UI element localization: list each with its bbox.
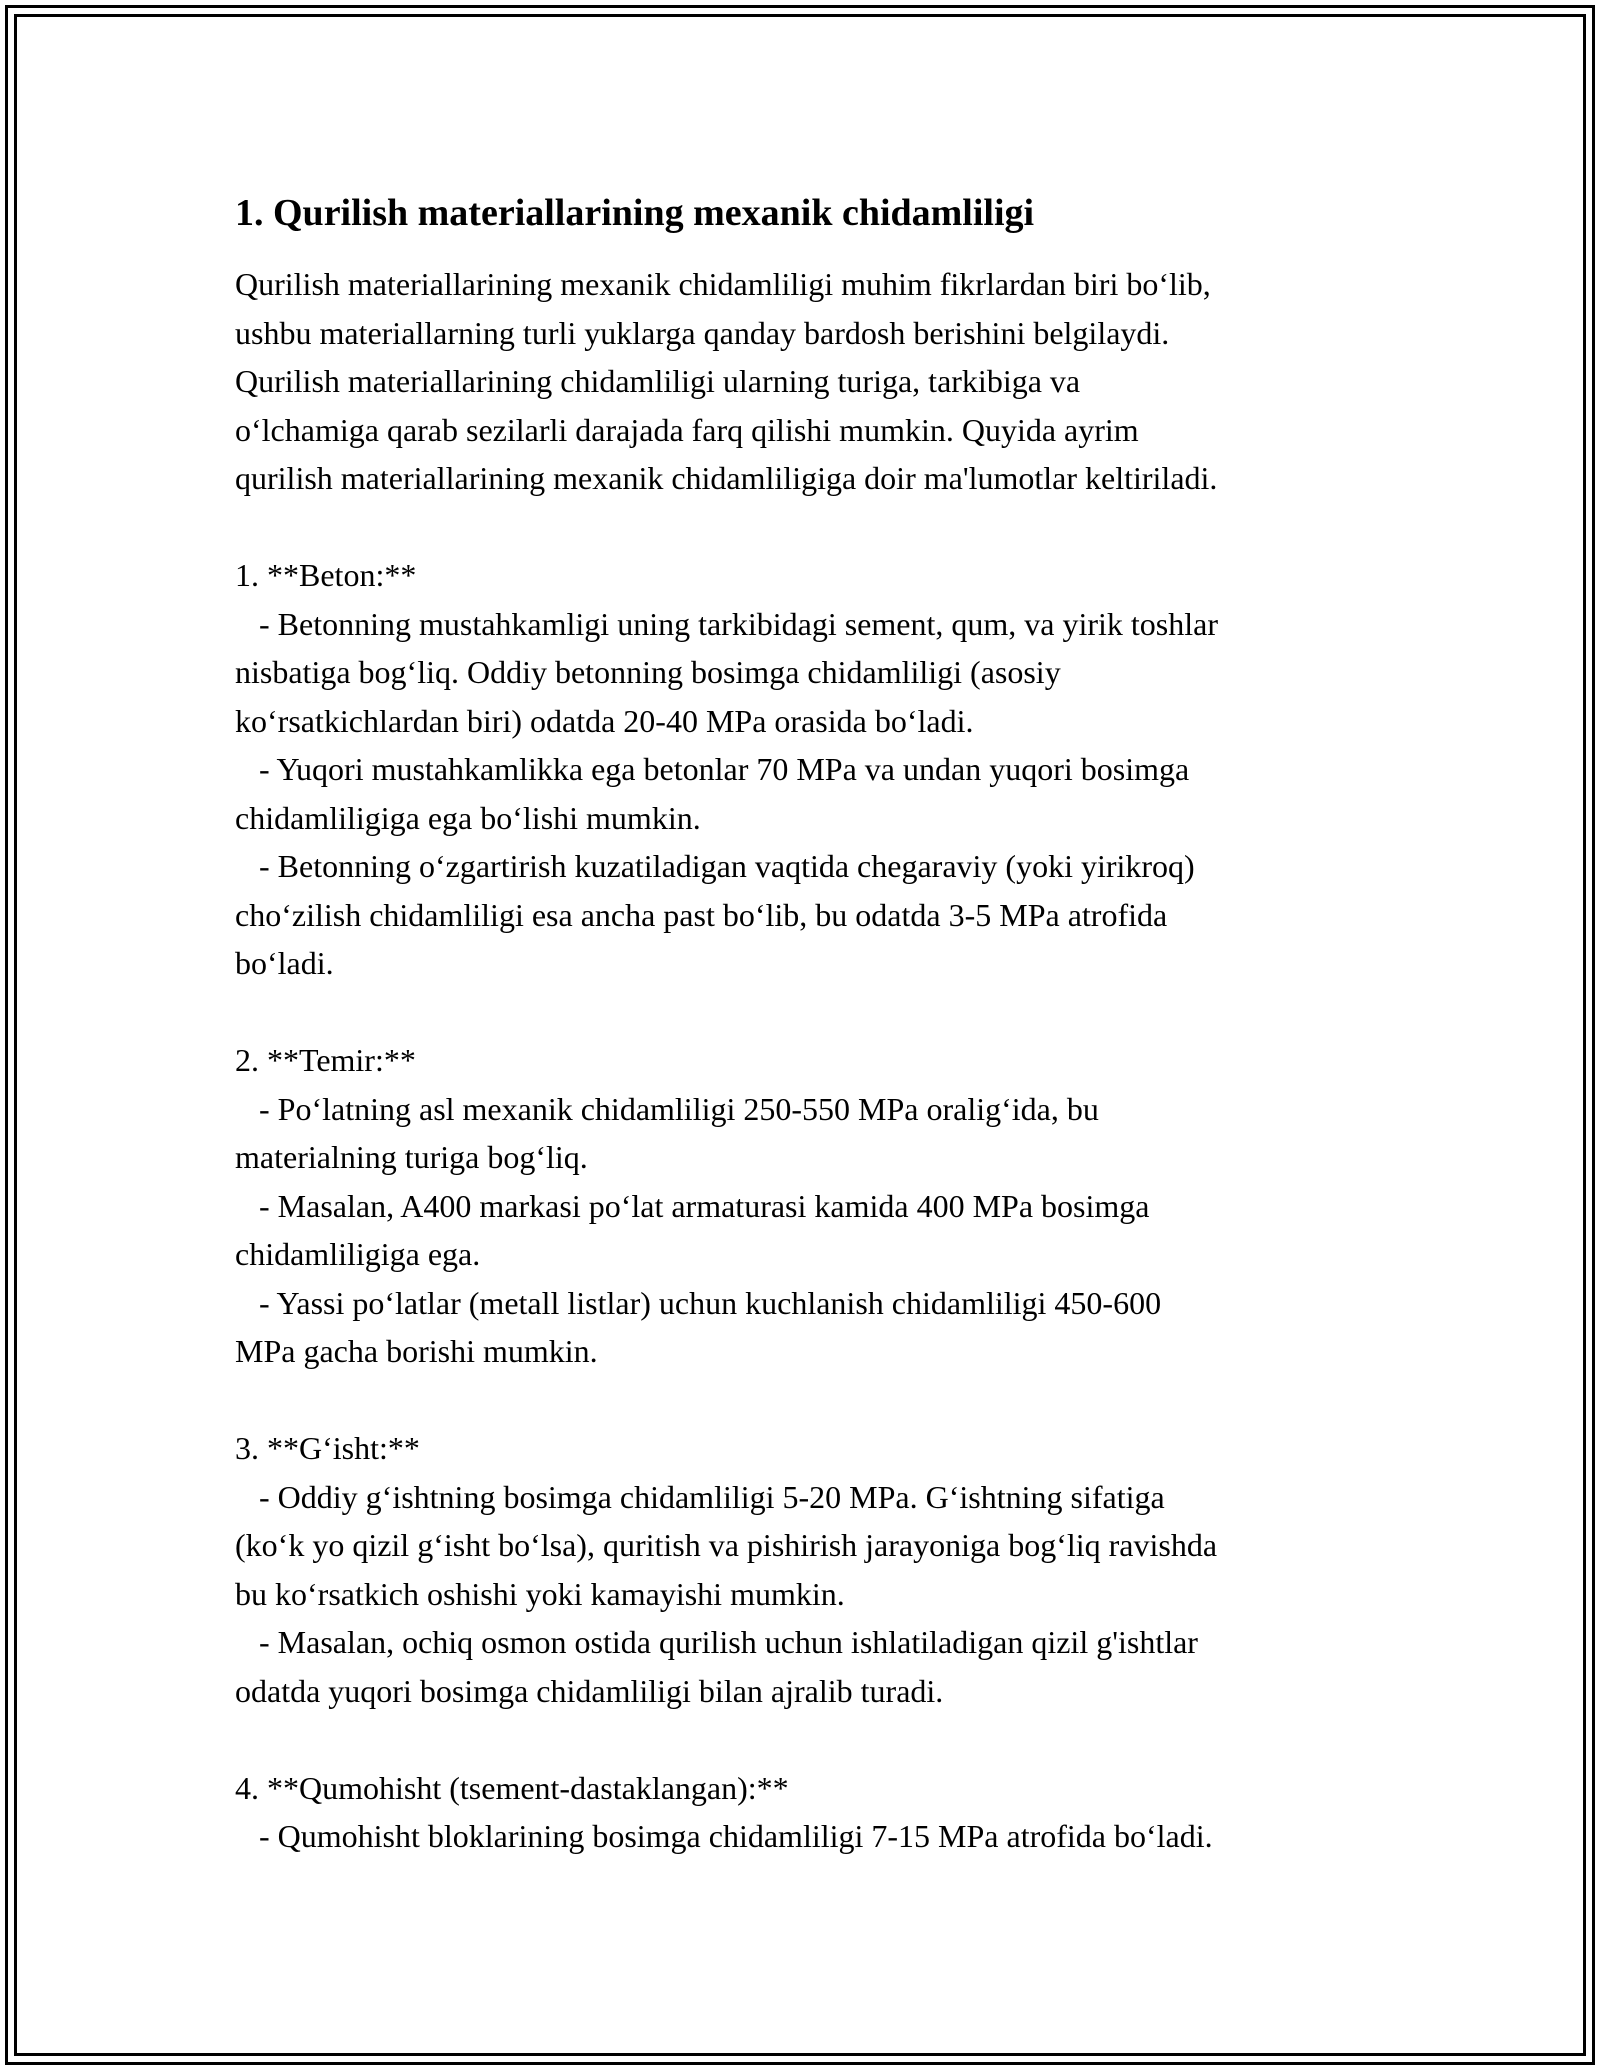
section-temir: 2. **Temir:** - Po‘latning asl mexanik chidamliligi 250-550 MPa oralig‘ida, bu materialning turiga bog‘liq. - Masalan, A400 markasi po‘lat armaturasi kamida 400 MPa bosimga chidamliligiga ega. - Yassi po‘latlar (metall listlar) uchun kuchlanish chidamliligi 450-600 MPa gacha borishi mumkin. [235, 1042, 1162, 1369]
section-qumohisht: 4. **Qumohisht (tsement-dastaklangan):** - Qumohisht bloklarining bosimga chidamliligi 7-15 MPa atrofida bo‘ladi. [235, 1769, 1213, 1854]
intro-paragraph: Qurilish materiallarining mexanik chidamliligi muhim fikrlardan biri bo‘lib, ushbu materiallarning turli yuklarga qanday bardosh berishini belgilaydi. Qurilish materiallarining chidamliligi ularning turiga, tarkibiga va o‘lchamiga qarab sezilarli darajada farq qilishi mumkin. Quyida ayrim qurilish materiallarining mexanik chidamliligiga doir ma'lumotlar keltiriladi. [235, 266, 1218, 496]
document-page [235, 186, 1400, 1861]
document-title: 1. Qurilish materiallarining mexanik chidamliligi [235, 192, 1035, 234]
section-gisht: 3. **G‘isht:** - Oddiy g‘ishtning bosimga chidamliligi 5-20 MPa. G‘ishtning sifatiga (ko‘k yo qizil g‘isht bo‘lsa), quritish va pishirish jarayoniga bog‘liq ravishda bu ko‘rsatkich oshishi yoki kamayishi mumkin. - Masalan, ochiq osmon ostida qurilish uchun ishlatiladigan qizil g'ishtlar odatda yuqori bosimga chidamliligi bilan ajralib turadi. [235, 1430, 1218, 1709]
section-beton: 1. **Beton:** - Betonning mustahkamligi uning tarkibidagi sement, qum, va yirik toshlar nisbatiga bog‘liq. Oddiy betonning bosimga chidamliligi (asosiy ko‘rsatkichlardan biri) odatda 20-40 MPa orasida bo‘ladi. - Yuqori mustahkamlikka ega betonlar 70 MPa va undan yuqori bosimga chidamliligiga ega bo‘lishi mumkin. - Betonning o‘zgartirish kuzatiladigan vaqtida chegaraviy (yoki yirikroq) cho‘zilish chidamliligi esa ancha past bo‘lib, bu odatda 3-5 MPa atrofida bo‘ladi. [235, 557, 1218, 981]
